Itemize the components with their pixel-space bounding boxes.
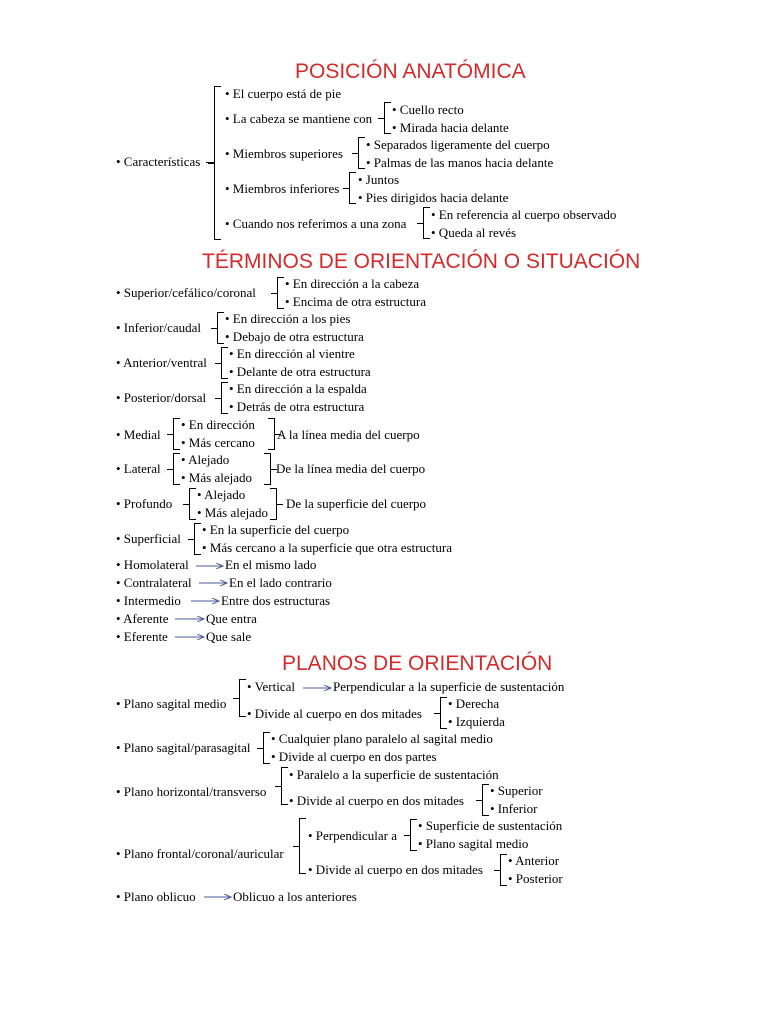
vertical-value: Perpendicular a la superficie de sustentación [333, 679, 565, 694]
anterior-plano: • Anterior [508, 853, 560, 868]
cualquier-plano: • Cualquier plano paralelo al sagital medio [271, 731, 493, 746]
caracteristicas-label: • Características [116, 154, 201, 169]
eferente-value: Que sale [206, 629, 252, 644]
heading-planos-orientacion: PLANOS DE ORIENTACIÓN [282, 652, 553, 675]
profundo-b: • Más alejado [197, 505, 268, 520]
lateral-a: • Alejado [181, 452, 230, 467]
posterior-label: • Posterior/dorsal [116, 390, 207, 405]
cuerpo-de-pie: • El cuerpo está de pie [225, 86, 342, 101]
medial-label: • Medial [116, 427, 161, 442]
vertical-label: • Vertical [247, 679, 295, 694]
heading-posicion-anatomica: POSICIÓN ANATÓMICA [295, 60, 526, 83]
intermedio-label: • Intermedio [116, 593, 181, 608]
lateral-b: • Más alejado [181, 470, 252, 485]
plano-sagital-parasagital-label: • Plano sagital/parasagital [116, 740, 251, 755]
pies-delante: • Pies dirigidos hacia delante [358, 190, 509, 205]
miembros-inferiores-label: • Miembros inferiores [225, 181, 340, 196]
profundo-label: • Profundo [116, 496, 173, 511]
izquierda: • Izquierda [448, 714, 505, 729]
heading-terminos-orientacion: TÉRMINOS DE ORIENTACIÓN O SITUACIÓN [202, 250, 641, 273]
plano-frontal-label: • Plano frontal/coronal/auricular [116, 846, 284, 861]
homolateral-value: En el mismo lado [225, 557, 317, 572]
cabeza-label: • La cabeza se mantiene con [225, 111, 373, 126]
eferente-label: • Eferente [116, 629, 168, 644]
mirada-delante: • Mirada hacia delante [392, 120, 509, 135]
inferior-b: • Debajo de otra estructura [225, 329, 364, 344]
plano-sagital-medio-label: • Plano sagital medio [116, 696, 227, 711]
contralateral-label: • Contralateral [116, 575, 192, 590]
profundo-a: • Alejado [197, 487, 246, 502]
divide-mitades-label: • Divide al cuerpo en dos mitades [247, 706, 422, 721]
plano-sagital-medio-sub: • Plano sagital medio [418, 836, 529, 851]
posterior-b: • Detrás de otra estructura [229, 399, 365, 414]
inferior-a: • En dirección a los pies [225, 311, 351, 326]
plano-oblicuo-label: • Plano oblicuo [116, 889, 196, 904]
lateral-desc: De la línea media del cuerpo [276, 461, 426, 476]
superficial-b: • Más cercano a la superficie que otra estructura [202, 540, 452, 555]
inferior-label: • Inferior/caudal [116, 320, 202, 335]
profundo-desc: De la superficie del cuerpo [286, 496, 427, 511]
superior-b: • Encima de otra estructura [285, 294, 426, 309]
anterior-label: • Anterior/ventral [116, 355, 207, 370]
aferente-label: • Aferente [116, 611, 169, 626]
inferior-plano: • Inferior [490, 801, 538, 816]
medial-b: • Más cercano [181, 435, 255, 450]
separados-cuerpo: • Separados ligeramente del cuerpo [366, 137, 550, 152]
medial-desc: A la línea media del cuerpo [277, 427, 420, 442]
medial-a: • En dirección [181, 417, 255, 432]
superior-plano: • Superior [490, 783, 543, 798]
posterior-plano: • Posterior [508, 871, 563, 886]
palmas-delante: • Palmas de las manos hacia delante [366, 155, 554, 170]
superficial-a: • En la superficie del cuerpo [202, 522, 350, 537]
anterior-b: • Delante de otra estructura [229, 364, 371, 379]
anterior-a: • En dirección al vientre [229, 346, 355, 361]
oblicuo-value: Oblicuo a los anteriores [233, 889, 357, 904]
intermedio-value: Entre dos estructuras [221, 593, 331, 608]
referencia-cuerpo: • En referencia al cuerpo observado [431, 207, 617, 222]
miembros-superiores-label: • Miembros superiores [225, 146, 343, 161]
superficial-label: • Superficial [116, 531, 181, 546]
derecha: • Derecha [448, 696, 500, 711]
queda-reves: • Queda al revés [431, 225, 517, 240]
superior-label: • Superior/cefálico/coronal [116, 285, 256, 300]
divide-mitades-3: • Divide al cuerpo en dos mitades [308, 862, 483, 877]
contralateral-value: En el lado contrario [229, 575, 332, 590]
plano-horizontal-label: • Plano horizontal/transverso [116, 784, 267, 799]
aferente-value: Que entra [206, 611, 257, 626]
cuello-recto: • Cuello recto [392, 102, 464, 117]
divide-dos-partes: • Divide al cuerpo en dos partes [271, 749, 437, 764]
juntos: • Juntos [358, 172, 400, 187]
superficie-sustentacion: • Superficie de sustentación [418, 818, 563, 833]
posterior-a: • En dirección a la espalda [229, 381, 367, 396]
lateral-label: • Lateral [116, 461, 161, 476]
divide-mitades-2: • Divide al cuerpo en dos mitades [289, 793, 464, 808]
perpendicular-label: • Perpendicular a [308, 828, 398, 843]
homolateral-label: • Homolateral [116, 557, 189, 572]
superior-a: • En dirección a la cabeza [285, 276, 420, 291]
paralelo-superficie: • Paralelo a la superficie de sustentación [289, 767, 499, 782]
zona-label: • Cuando nos referimos a una zona [225, 216, 407, 231]
